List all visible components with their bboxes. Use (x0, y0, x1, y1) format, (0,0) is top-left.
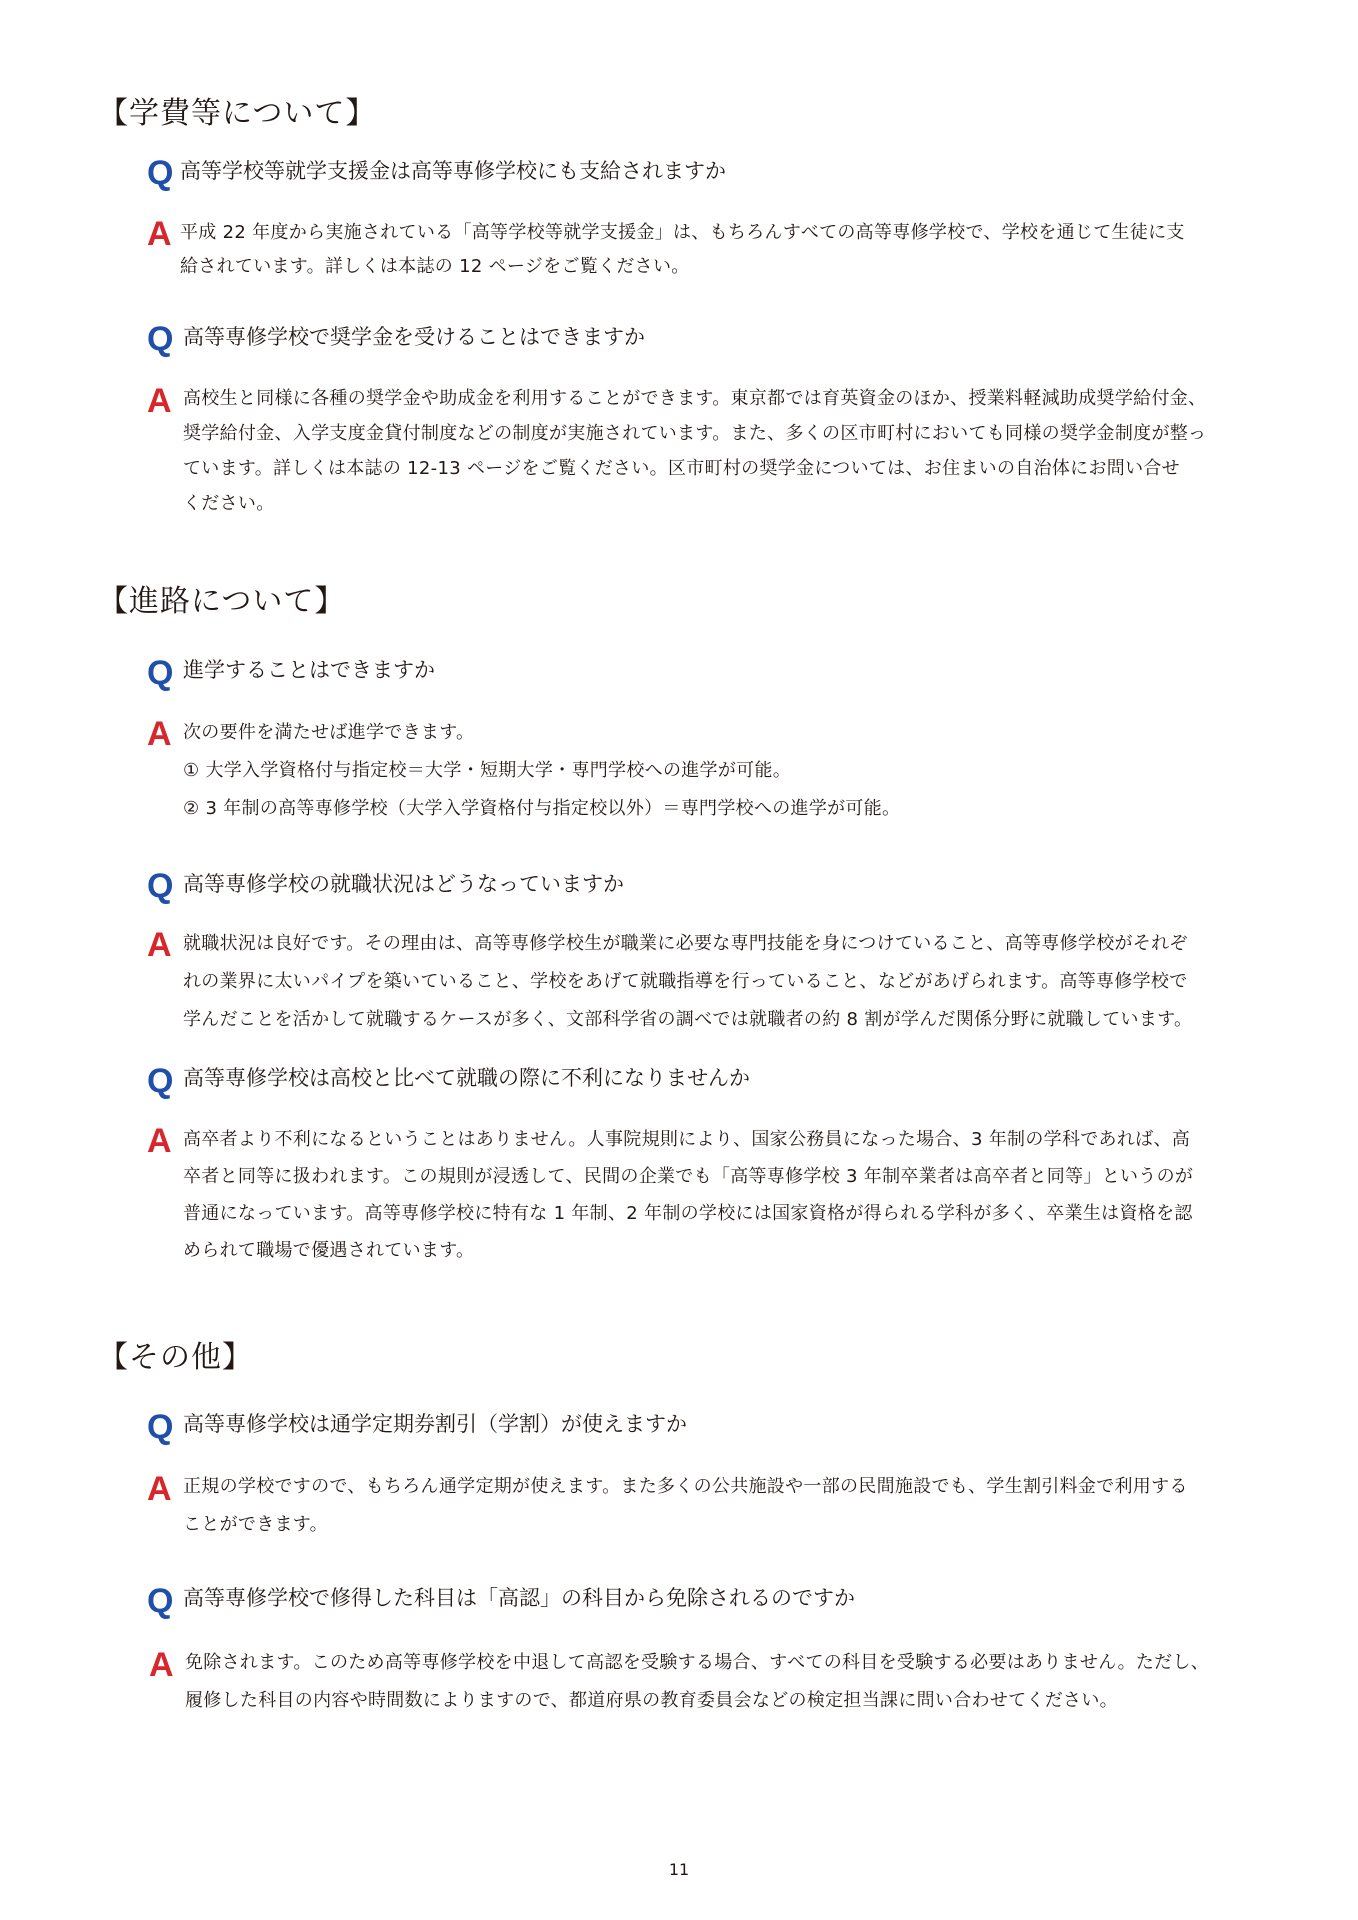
answer-marker-icon: A (147, 215, 172, 253)
question-text: 高等専修学校は高校と比べて就職の際に不利になりませんか (183, 1066, 750, 1090)
answer-marker-icon: A (149, 1646, 174, 1684)
answer-marker-icon: A (147, 1122, 172, 1160)
question-marker-icon: Q (147, 320, 174, 358)
page-number: 11 (668, 1860, 690, 1879)
answer-line: 次の要件を満たせば進学できます。 (183, 722, 475, 743)
answer-text (183, 925, 1192, 1039)
answer-line: れの業界に太いパイプを築いていること、学校をあげて就職指導を行っていること、などがあげられます。高等専修学校で (183, 971, 1188, 992)
answer-list-item: ② 3 年制の高等専修学校（大学入学資格付与指定校以外）＝専門学校への進学が可能。 (183, 798, 901, 819)
answer-line: 卒者と同等に扱われます。この規則が浸透して、民間の企業でも「高等専修学校 3 年制卒業者は高卒者と同等」というのが (183, 1166, 1194, 1187)
question-marker-icon: Q (147, 867, 174, 905)
answer-line: 高卒者より不利になるということはありません。人事院規則により、国家公務員になった場合、3 年制の学科であれば、高 (183, 1129, 1191, 1150)
answer-line: められて職場で優遇されています。 (183, 1240, 475, 1261)
question-text: 高等専修学校で奨学金を受けることはできますか (183, 325, 645, 349)
answer-line: 履修した科目の内容や時間数によりますので、都道府県の教育委員会などの検定担当課に問い合わせてください。 (185, 1690, 1118, 1711)
answer-text (185, 1644, 1209, 1720)
section-title-career: 【進路について】 (98, 584, 346, 619)
answer-line: 給されています。詳しくは本誌の 12 ページをご覧ください。 (180, 256, 690, 277)
answer-text (183, 381, 1206, 521)
answer-line: 免除されます。このため高等専修学校を中退して高認を受験する場合、すべての科目を受験する必要はありません。ただし、 (185, 1652, 1210, 1673)
answer-line: 平成 22 年度から実施されている「高等学校等就学支援金」は、もちろんすべての高等専修学校で、学校を通じて生徒に支 (180, 222, 1185, 243)
answer-marker-icon: A (147, 715, 172, 753)
answer-line: 就職状況は良好です。その理由は、高等専修学校生が職業に必要な専門技能を身につけていること、高等専修学校がそれぞ (183, 933, 1188, 954)
question-text: 高等学校等就学支援金は高等専修学校にも支給されますか (180, 159, 726, 183)
answer-line: 正規の学校ですので、もちろん通学定期が使えます。また多くの公共施設や一部の民間施設でも、学生割引料金で利用する (183, 1476, 1188, 1497)
answer-text (183, 714, 900, 828)
answer-marker-icon: A (147, 1470, 172, 1508)
question-text: 進学することはできますか (183, 658, 435, 682)
question-text: 高等専修学校の就職状況はどうなっていますか (183, 872, 624, 896)
answer-text (180, 216, 1185, 284)
answer-marker-icon: A (147, 382, 172, 420)
question-text: 高等専修学校で修得した科目は「高認」の科目から免除されるのですか (183, 1586, 855, 1610)
question-marker-icon: Q (147, 654, 174, 692)
answer-line: 学んだことを活かして就職するケースが多く、文部科学省の調べでは就職者の約 8 割が学んだ関係分野に就職しています。 (183, 1009, 1193, 1030)
question-marker-icon: Q (147, 1408, 174, 1446)
question-text: 高等専修学校は通学定期券割引（学割）が使えますか (183, 1412, 687, 1436)
answer-text (183, 1468, 1188, 1544)
section-title-other: 【その他】 (98, 1340, 253, 1375)
answer-line: 普通になっています。高等専修学校に特有な 1 年制、2 年制の学校には国家資格が得られる学科が多く、卒業生は資格を認 (183, 1203, 1193, 1224)
answer-line: ことができます。 (183, 1514, 328, 1535)
section-title-fees: 【学費等について】 (98, 96, 377, 131)
answer-line: 奨学給付金、入学支度金貸付制度などの制度が実施されています。また、多くの区市町村においても同様の奨学金制度が整っ (183, 423, 1207, 444)
answer-line: ています。詳しくは本誌の 12-13 ページをご覧ください。区市町村の奨学金については、お住まいの自治体にお問い合せ (183, 458, 1180, 479)
question-marker-icon: Q (147, 1582, 174, 1620)
answer-marker-icon: A (147, 926, 172, 964)
answer-line: 高校生と同様に各種の奨学金や助成金を利用することができます。東京都では育英資金のほか、授業料軽減助成奨学給付金、 (183, 388, 1207, 409)
answer-text (183, 1121, 1193, 1269)
question-marker-icon: Q (147, 154, 174, 192)
answer-list-item: ① 大学入学資格付与指定校＝大学・短期大学・専門学校への進学が可能。 (183, 760, 792, 781)
answer-line: ください。 (183, 493, 275, 514)
question-marker-icon: Q (147, 1062, 174, 1100)
